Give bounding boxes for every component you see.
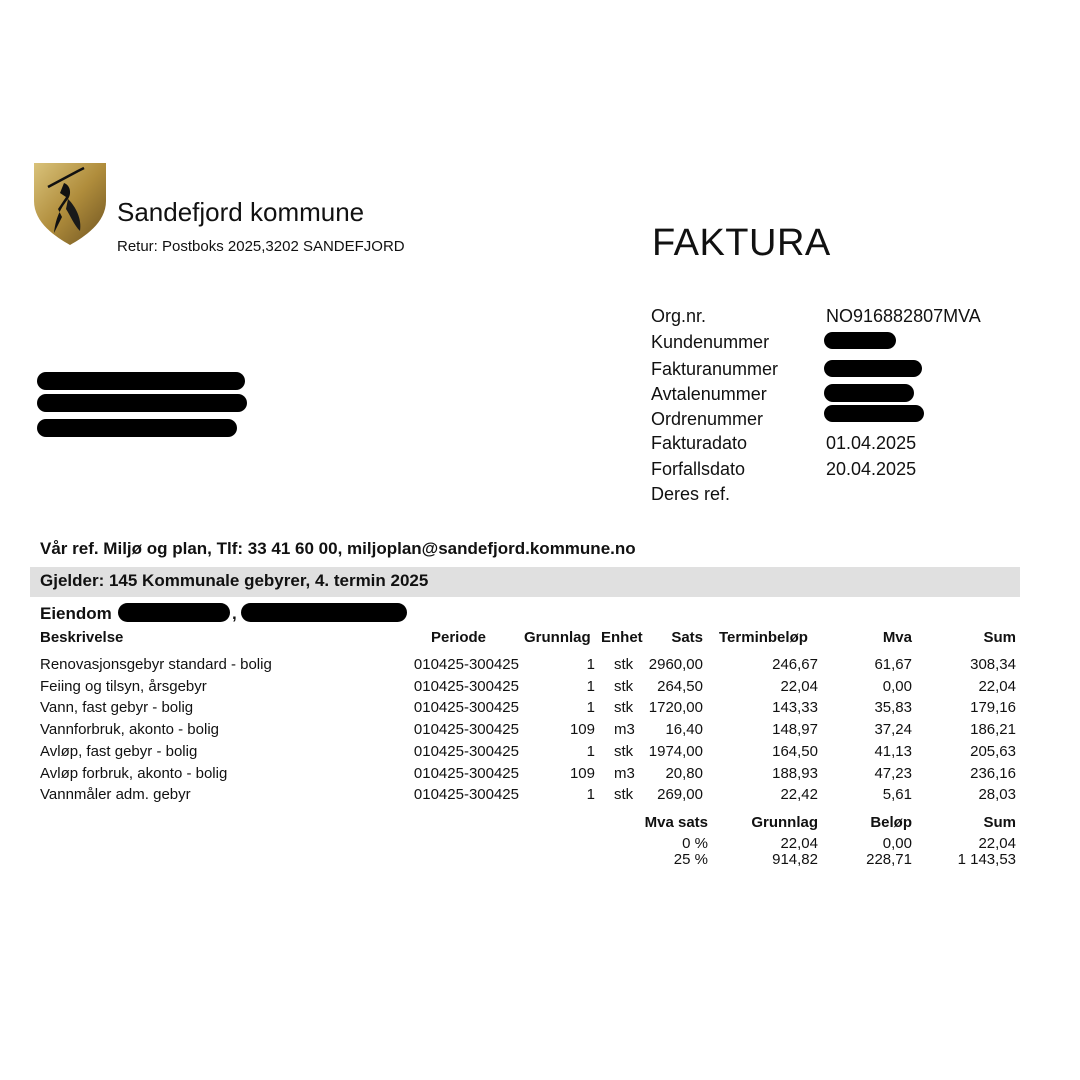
redaction-invoice-number [824, 360, 922, 377]
table-cell-vat: 35,83 [874, 699, 912, 717]
table-cell-rate: 269,00 [657, 786, 703, 804]
table-cell-basis: 1 [586, 677, 595, 695]
table-cell-sum: 28,03 [978, 786, 1016, 804]
redaction-recipient-street [37, 394, 247, 412]
table-cell-rate: 264,50 [657, 677, 703, 695]
return-address: Retur: Postboks 2025,3202 SANDEFJORD [117, 238, 405, 255]
vat-summary-cell-sum: 22,04 [978, 835, 1016, 852]
table-cell-desc: Vannforbruk, akonto - bolig [40, 721, 219, 739]
table-cell-vat: 61,67 [874, 656, 912, 673]
table-cell-rate: 16,40 [665, 721, 703, 739]
col-header-rate: Sats [671, 629, 703, 646]
invoice-number-label: Fakturanummer [651, 359, 779, 379]
redaction-customer-number [824, 332, 896, 349]
org-number-label: Org.nr. [651, 306, 707, 326]
table-cell-unit: stk [614, 656, 634, 673]
table-cell-period: 010425-300425 [413, 721, 519, 739]
table-cell-period: 010425-300425 [413, 677, 519, 695]
table-cell-rate: 2960,00 [648, 656, 703, 673]
table-cell-period: 010425-300425 [413, 786, 519, 804]
table-cell-basis: 1 [586, 699, 595, 717]
table-cell-desc: Avløp, fast gebyr - bolig [40, 742, 198, 760]
vat-summary-cell-amount: 228,71 [866, 851, 912, 868]
org-number-value: NO916882807MVA [826, 306, 981, 326]
table-cell-period: 010425-300425 [413, 742, 519, 760]
table-cell-term: 22,42 [780, 786, 818, 804]
table-cell-sum: 205,63 [970, 742, 1016, 760]
vat-summary-cell-amount: 0,00 [882, 835, 912, 852]
redaction-recipient-postal [37, 419, 237, 437]
table-cell-sum: 308,34 [970, 656, 1016, 673]
due-date-value: 20.04.2025 [826, 459, 917, 479]
table-cell-vat: 0,00 [882, 677, 912, 695]
table-cell-vat: 37,24 [874, 721, 912, 739]
table-cell-unit: stk [614, 786, 634, 804]
due-date-label: Forfallsdato [651, 459, 746, 479]
redaction-property-address [241, 603, 407, 622]
redaction-agreement-number [824, 384, 914, 402]
table-cell-basis: 1 [586, 786, 595, 804]
order-number-label: Ordrenummer [651, 409, 764, 429]
table-cell-term: 188,93 [772, 764, 818, 782]
vat-summary-cell-sum: 1 143,53 [957, 851, 1016, 868]
document-title: FAKTURA [652, 222, 831, 264]
table-cell-sum: 179,16 [970, 699, 1016, 717]
table-cell-sum: 22,04 [978, 677, 1016, 695]
table-cell-rate: 20,80 [665, 764, 703, 782]
vat-summary-header-amount: Beløp [870, 814, 912, 831]
agreement-number-label: Avtalenummer [651, 384, 767, 404]
table-cell-desc: Avløp forbruk, akonto - bolig [40, 764, 228, 782]
invoice-date-label: Fakturadato [651, 433, 748, 453]
org-name: Sandefjord kommune [117, 197, 365, 227]
table-cell-term: 148,97 [772, 721, 818, 739]
table-cell-unit: m3 [614, 764, 635, 782]
vat-summary-cell-basis: 914,82 [772, 851, 818, 868]
table-cell-desc: Vann, fast gebyr - bolig [40, 699, 194, 717]
table-cell-rate: 1720,00 [648, 699, 703, 717]
table-cell-sum: 236,16 [970, 764, 1016, 782]
invoice-date-value: 01.04.2025 [826, 433, 917, 453]
col-header-vat: Mva [882, 629, 912, 646]
table-cell-unit: m3 [614, 721, 635, 739]
table-cell-unit: stk [614, 677, 634, 695]
table-cell-unit: stk [614, 699, 634, 717]
vat-summary-cell-basis: 22,04 [780, 835, 818, 852]
redaction-property-id [118, 603, 230, 622]
col-header-unit: Enhet [601, 629, 643, 646]
table-cell-basis: 109 [569, 764, 595, 782]
table-cell-vat: 41,13 [874, 742, 912, 760]
table-cell-basis: 1 [586, 742, 595, 760]
our-reference: Vår ref. Miljø og plan, Tlf: 33 41 60 00, miljoplan@sandefjord.kommune.no [40, 539, 636, 558]
redaction-recipient-name [37, 372, 245, 390]
col-header-basis: Grunnlag [524, 629, 591, 646]
table-cell-vat: 5,61 [882, 786, 912, 804]
table-cell-desc: Renovasjonsgebyr standard - bolig [40, 656, 272, 673]
applies-to-text: Gjelder: 145 Kommunale gebyrer, 4. termin 2025 [40, 571, 429, 590]
table-cell-unit: stk [614, 742, 634, 760]
table-cell-basis: 109 [569, 721, 595, 739]
sandefjord-logo-icon [34, 163, 106, 245]
table-cell-basis: 1 [586, 656, 595, 673]
table-cell-term: 143,33 [772, 699, 818, 717]
table-cell-sum: 186,21 [970, 721, 1016, 739]
vat-summary-header-sum: Sum [983, 814, 1016, 831]
customer-number-label: Kundenummer [651, 332, 770, 352]
col-header-term-amount: Terminbeløp [719, 629, 808, 646]
col-header-sum: Sum [983, 629, 1016, 646]
vat-summary-header-basis: Grunnlag [751, 814, 818, 831]
col-header-description: Beskrivelse [40, 629, 124, 646]
redaction-order-number [824, 405, 924, 422]
vat-summary-cell-rate: 0 % [682, 835, 708, 852]
vat-summary-cell-rate: 25 % [673, 851, 708, 868]
property-separator: , [232, 604, 237, 623]
table-cell-term: 246,67 [772, 656, 818, 673]
table-cell-desc: Feiing og tilsyn, årsgebyr [40, 677, 207, 695]
table-cell-period: 010425-300425 [413, 764, 519, 782]
table-cell-rate: 1974,00 [648, 742, 703, 760]
table-cell-period: 010425-300425 [413, 656, 519, 673]
table-cell-vat: 47,23 [874, 764, 912, 782]
property-label: Eiendom [40, 604, 112, 623]
table-cell-period: 010425-300425 [413, 699, 519, 717]
your-ref-label: Deres ref. [651, 484, 731, 504]
col-header-period: Periode [431, 629, 487, 646]
table-cell-term: 22,04 [780, 677, 818, 695]
vat-summary-header-rate: Mva sats [644, 814, 708, 831]
table-cell-desc: Vannmåler adm. gebyr [40, 786, 191, 804]
table-cell-term: 164,50 [772, 742, 818, 760]
